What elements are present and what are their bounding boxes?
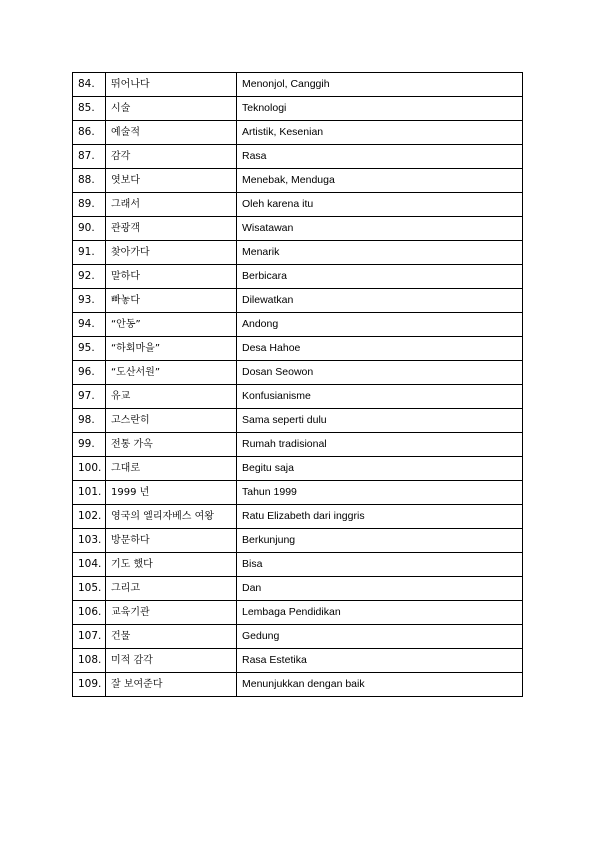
table-row [73,505,523,529]
row-number-cell: 93. [73,289,106,313]
indonesian-meaning-cell: Menebak, Menduga [237,169,523,193]
row-number-cell: 84. [73,73,106,97]
table-row [73,673,523,697]
indonesian-meaning-cell: Dilewatkan [237,289,523,313]
vocabulary-table [72,72,523,697]
table-row [73,433,523,457]
korean-term-cell: 영국의 엘리자베스 여왕 [106,505,237,529]
table-row [73,169,523,193]
table-row [73,409,523,433]
indonesian-meaning-cell: Wisatawan [237,217,523,241]
indonesian-meaning-cell: Bisa [237,553,523,577]
vocabulary-table-body [73,73,523,697]
indonesian-meaning-cell: Artistik, Kesenian [237,121,523,145]
row-number-cell: 105. [73,577,106,601]
indonesian-meaning-cell: Sama seperti dulu [237,409,523,433]
row-number-cell: 103. [73,529,106,553]
indonesian-meaning-cell: Andong [237,313,523,337]
row-number-cell: 95. [73,337,106,361]
korean-term-cell: 엿보다 [106,169,237,193]
row-number-cell: 88. [73,169,106,193]
korean-term-cell: 유교 [106,385,237,409]
row-number-cell: 102. [73,505,106,529]
table-row [73,337,523,361]
table-row [73,457,523,481]
row-number-cell: 96. [73,361,106,385]
indonesian-meaning-cell: Lembaga Pendidikan [237,601,523,625]
korean-term-cell: 기도 했다 [106,553,237,577]
row-number-cell: 91. [73,241,106,265]
indonesian-meaning-cell: Tahun 1999 [237,481,523,505]
row-number-cell: 86. [73,121,106,145]
table-row [73,217,523,241]
indonesian-meaning-cell: Dan [237,577,523,601]
table-row [73,481,523,505]
indonesian-meaning-cell: Teknologi [237,97,523,121]
korean-term-cell: 미적 감각 [106,649,237,673]
table-row [73,313,523,337]
indonesian-meaning-cell: Rumah tradisional [237,433,523,457]
indonesian-meaning-cell: Gedung [237,625,523,649]
row-number-cell: 89. [73,193,106,217]
indonesian-meaning-cell: Menarik [237,241,523,265]
table-row [73,97,523,121]
indonesian-meaning-cell: Dosan Seowon [237,361,523,385]
row-number-cell: 100. [73,457,106,481]
korean-term-cell: 고스란히 [106,409,237,433]
korean-term-cell: 빠놓다 [106,289,237,313]
indonesian-meaning-cell: Rasa [237,145,523,169]
table-row [73,121,523,145]
korean-term-cell: 예술적 [106,121,237,145]
indonesian-meaning-cell: Begitu saja [237,457,523,481]
table-row [73,73,523,97]
korean-term-cell: 그래서 [106,193,237,217]
korean-term-cell: 말하다 [106,265,237,289]
korean-term-cell: 교육기관 [106,601,237,625]
korean-term-cell: “안동” [106,313,237,337]
korean-term-cell: 그대로 [106,457,237,481]
row-number-cell: 107. [73,625,106,649]
korean-term-cell: 그리고 [106,577,237,601]
korean-term-cell: 찾아가다 [106,241,237,265]
korean-term-cell: 방문하다 [106,529,237,553]
korean-term-cell: 뛰어나다 [106,73,237,97]
table-row [73,553,523,577]
indonesian-meaning-cell: Ratu Elizabeth dari inggris [237,505,523,529]
table-row [73,577,523,601]
korean-term-cell: 1999 년 [106,481,237,505]
table-row [73,289,523,313]
row-number-cell: 104. [73,553,106,577]
row-number-cell: 99. [73,433,106,457]
indonesian-meaning-cell: Desa Hahoe [237,337,523,361]
korean-term-cell: 전통 가옥 [106,433,237,457]
korean-term-cell: 시술 [106,97,237,121]
indonesian-meaning-cell: Menonjol, Canggih [237,73,523,97]
table-row [73,385,523,409]
table-row [73,361,523,385]
indonesian-meaning-cell: Berbicara [237,265,523,289]
row-number-cell: 98. [73,409,106,433]
table-row [73,145,523,169]
korean-term-cell: “도산서원” [106,361,237,385]
row-number-cell: 97. [73,385,106,409]
row-number-cell: 87. [73,145,106,169]
indonesian-meaning-cell: Berkunjung [237,529,523,553]
row-number-cell: 90. [73,217,106,241]
indonesian-meaning-cell: Konfusianisme [237,385,523,409]
indonesian-meaning-cell: Oleh karena itu [237,193,523,217]
row-number-cell: 94. [73,313,106,337]
indonesian-meaning-cell: Menunjukkan dengan baik [237,673,523,697]
row-number-cell: 101. [73,481,106,505]
indonesian-meaning-cell: Rasa Estetika [237,649,523,673]
table-row [73,601,523,625]
table-row [73,193,523,217]
row-number-cell: 108. [73,649,106,673]
row-number-cell: 85. [73,97,106,121]
row-number-cell: 109. [73,673,106,697]
table-row [73,265,523,289]
table-row [73,529,523,553]
korean-term-cell: 건물 [106,625,237,649]
korean-term-cell: “하회마을” [106,337,237,361]
korean-term-cell: 잘 보여준다 [106,673,237,697]
korean-term-cell: 관광객 [106,217,237,241]
row-number-cell: 92. [73,265,106,289]
table-row [73,241,523,265]
row-number-cell: 106. [73,601,106,625]
table-row [73,625,523,649]
korean-term-cell: 감각 [106,145,237,169]
table-row [73,649,523,673]
